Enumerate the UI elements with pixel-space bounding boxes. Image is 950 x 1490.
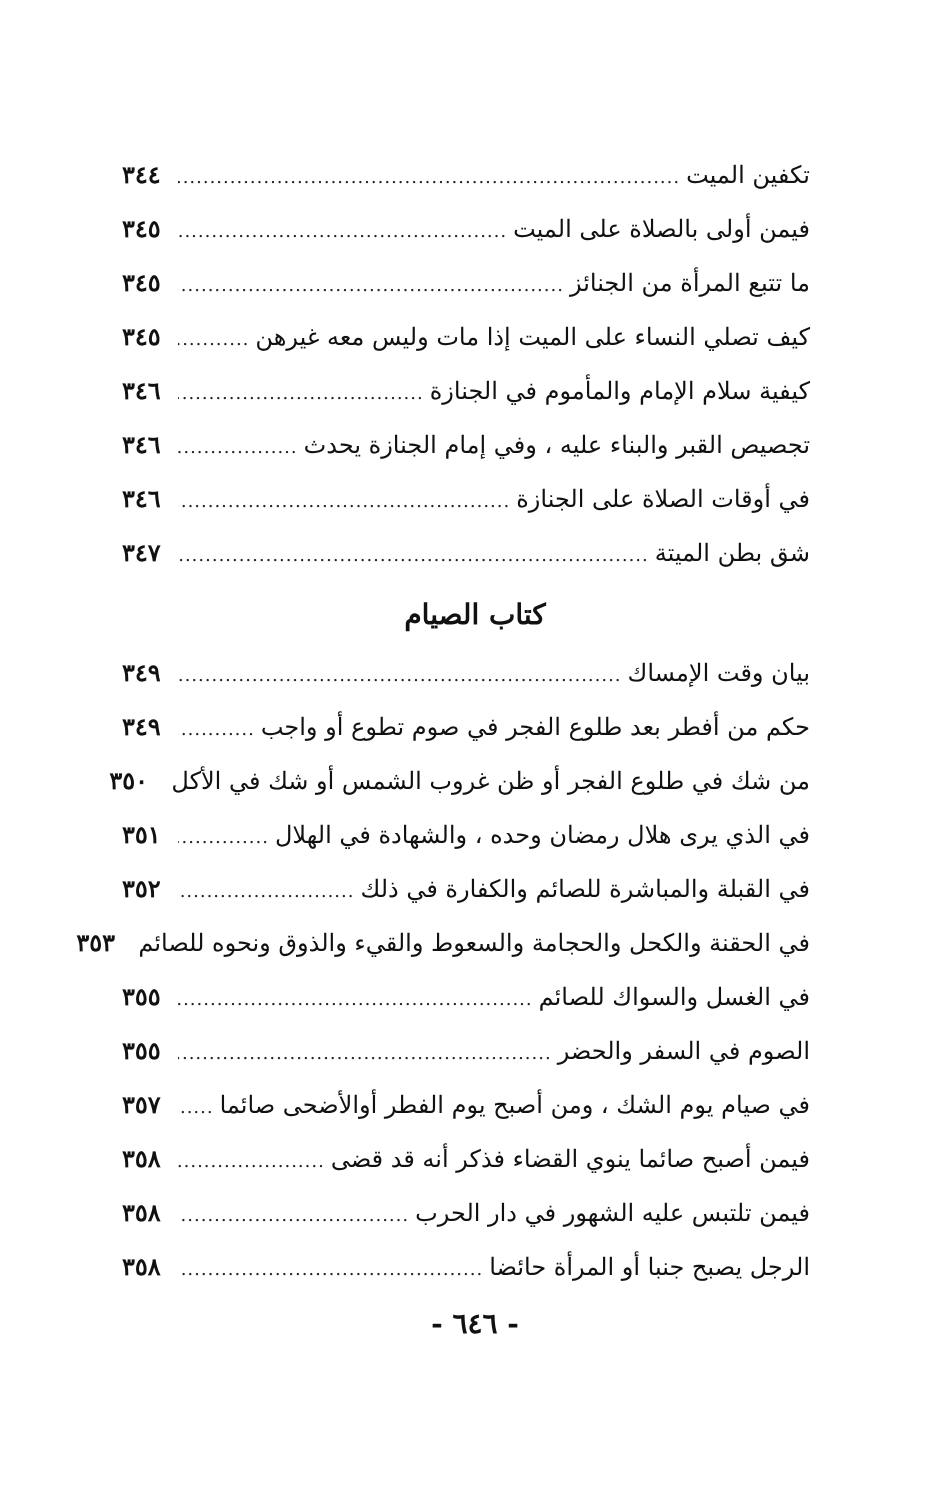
toc-entry-title: في صيام يوم الشك ، ومن أصبح يوم الفطر أوالأضحى صائما [219,1091,810,1119]
toc-entry-page: ٣٤٧ [122,538,161,567]
toc-entry-title: شق بطن الميتة [654,539,810,567]
toc-section-fasting [76,646,810,1294]
dot-leader [178,1027,552,1081]
toc-entry-page: ٣٤٦ [122,484,161,513]
toc-entry-page: ٣٤٦ [122,430,161,459]
dot-leader [178,205,507,259]
toc-entry [76,916,810,970]
toc-entry [122,808,810,862]
toc-entry-title: تجصيص القبر والبناء عليه ، وفي إمام الجنازة يحدث [303,431,810,459]
dot-leader [178,421,298,475]
dot-leader [178,865,354,919]
toc-entry [122,1186,810,1240]
toc-entry-title: في الغسل والسواك للصائم [538,983,810,1011]
toc-entry-page: ٣٤٥ [122,268,161,297]
toc-entry-title: حكم من أفطر بعد طلوع الفجر في صوم تطوع أو واجب [260,713,810,741]
toc-entry [122,700,810,754]
dot-leader [178,529,649,583]
toc-entry-title: في الذي يرى هلال رمضان وحده ، والشهادة في الهلال [274,821,810,849]
toc-entry-page: ٣٥٧ [122,1090,161,1119]
toc-entry-page: ٣٤٦ [122,376,161,405]
toc-entry-page: ٣٥٨ [122,1252,161,1281]
dot-leader [178,649,622,703]
toc-entry [122,970,810,1024]
dot-leader [178,151,680,205]
toc-entry [109,754,810,808]
dot-leader [178,1243,483,1297]
toc-entry-title: فيمن أصبح صائما ينوي القضاء فذكر أنه قد قضى [330,1145,810,1173]
toc-entry-page: ٣٤٥ [122,214,161,243]
section-heading: كتاب الصيام [404,598,546,631]
toc-entry-page: ٣٥٥ [122,982,161,1011]
toc-entry-page: ٣٤٩ [122,658,161,687]
toc-entry [122,1132,810,1186]
dot-leader [178,1135,325,1189]
toc-entry-title: كيفية سلام الإمام والمأموم في الجنازة [429,377,810,405]
toc-section-funerals [122,148,810,580]
dot-leader [178,367,424,421]
dot-leader [178,1081,214,1135]
dot-leader [178,475,510,529]
toc-entry-title: في القبلة والمباشرة للصائم والكفارة في ذلك [360,875,810,903]
toc-entry [122,202,810,256]
toc-entry-title: الرجل يصبح جنبا أو المرأة حائضا [489,1253,810,1281]
toc-entry [122,862,810,916]
dot-leader [178,973,533,1027]
toc-entry-title: من شك في طلوع الفجر أو ظن غروب الشمس أو شك في الأكل [171,767,810,795]
dot-leader [178,313,249,367]
toc-entry-page: ٣٥٢ [122,874,161,903]
toc-entry [122,418,810,472]
toc-entry-page: ٣٥٠ [109,766,149,795]
dot-leader [178,703,255,757]
toc-entry [122,364,810,418]
toc-entry-page: ٣٤٤ [122,160,161,189]
toc-entry [122,646,810,700]
toc-entry [122,256,810,310]
toc-entry-page: ٣٥٣ [76,928,116,957]
toc-entry [122,1078,810,1132]
toc-entry [122,1024,810,1078]
toc-entry-title: ما تتبع المرأة من الجنائز [569,269,810,297]
toc-entry-title: في أوقات الصلاة على الجنازة [516,485,810,513]
toc-entry [122,472,810,526]
toc-entry-page: ٣٥٥ [122,1036,161,1065]
toc-entry-page: ٣٥٨ [122,1198,161,1227]
dot-leader [178,259,564,313]
toc-entry-page: ٣٤٥ [122,322,161,351]
toc-entry-title: كيف تصلي النساء على الميت إذا مات وليس معه غيرهن [255,323,810,351]
toc-entry-title: في الحقنة والكحل والحجامة والسعوط والقيء والذوق ونحوه للصائم [138,929,810,957]
toc-entry-title: تكفين الميت [686,161,810,189]
toc-entry [122,148,810,202]
toc-entry [122,526,810,580]
toc-entry-page: ٣٤٩ [122,712,161,741]
toc-entry [122,1240,810,1294]
toc-entry-title: فيمن تلتبس عليه الشهور في دار الحرب [415,1199,810,1227]
toc-entry-page: ٣٥٨ [122,1144,161,1173]
toc-entry-title: فيمن أولى بالصلاة على الميت [513,215,810,243]
dot-leader [178,1189,409,1243]
toc-entry-title: بيان وقت الإمساك [627,659,810,687]
dot-leader [178,811,269,865]
page-number: - ٦٤٦ - [431,1307,519,1340]
toc-entry-page: ٣٥١ [122,820,161,849]
toc-entry-title: الصوم في السفر والحضر [557,1037,810,1065]
toc-entry [122,310,810,364]
